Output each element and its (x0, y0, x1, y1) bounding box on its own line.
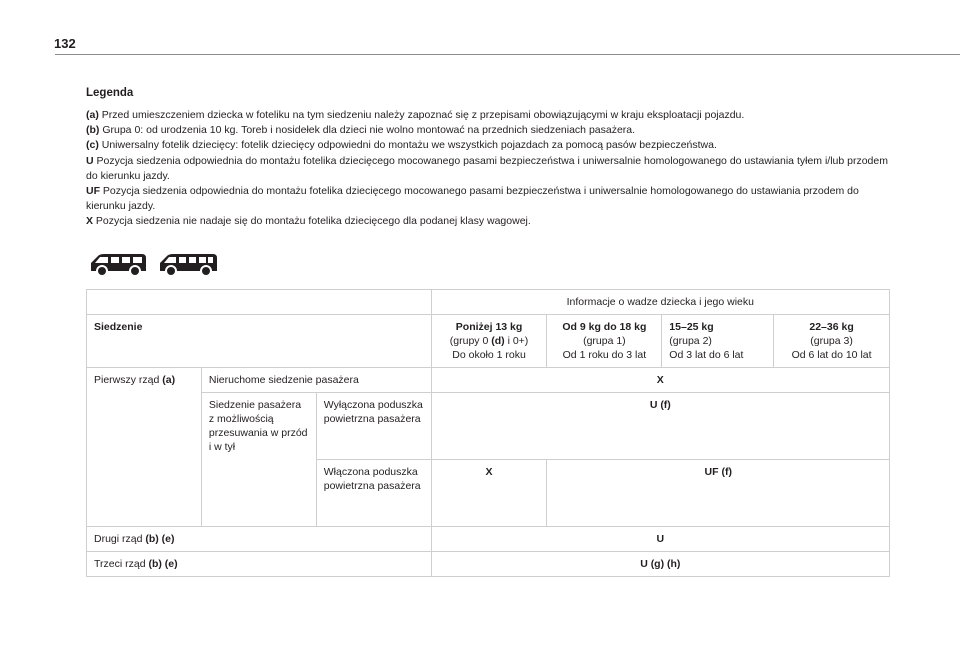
weight-col-1: Poniżej 13 kg (grupy 0 (d) i 0+) Do około 1 roku (431, 315, 547, 368)
legend-item-a: (a) Przed umieszczeniem dziecka w foteliku na tym siedzeniu należy zapoznać się z przepisami obowiązującymi w kraju eksploatacji pojazdu. (86, 109, 745, 121)
first-row-label: Pierwszy rząd (a) (87, 368, 202, 527)
table-row (87, 552, 890, 577)
table-row (87, 368, 890, 393)
airbag-off-value: U (f) (431, 393, 889, 460)
movable-seat-label: Siedzenie pasażera z możliwością przesuwania w przód i w tył (201, 393, 316, 527)
legend-item-b: (b) Grupa 0: od urodzenia 10 kg. Toreb i nosidełek dla dzieci nie wolno montować na przednich siedzeniach pasażera. (86, 124, 636, 137)
table-row (87, 527, 890, 552)
second-row-label: Drugi rząd (b) (e) (87, 527, 432, 552)
second-row-value: U (431, 527, 889, 552)
legend-item-c: (c) Uniwersalny fotelik dziecięcy: fotelik dziecięcy odpowiedni do montażu we wszystkich pojazdach za pomocą pasów bezpieczeństwa. (86, 139, 717, 152)
legend-item-u: U Pozycja siedzenia odpowiednia do montażu fotelika dziecięcego mocowanego pasami bezpieczeństwa i uniwersalnie homologowanego do ustawiania tyłem i/lub przodem do kierunku jazdy. (86, 154, 888, 182)
legend (86, 108, 896, 230)
page-number: 132 (54, 36, 76, 51)
vehicle-icons (88, 250, 224, 283)
fixed-seat-label: Nieruchome siedzenie pasażera (201, 368, 431, 393)
airbag-on-label: Włączona poduszka powietrzna pasażera (316, 460, 431, 527)
legend-title: Legenda (86, 87, 134, 99)
legend-item-x: X Pozycja siedzenia nie nadaje się do montażu fotelika dziecięcego dla podanej klasy wagowej. (86, 215, 531, 228)
info-header: Informacje o wadze dziecka i jego wieku (431, 290, 889, 315)
airbag-off-label: Wyłączona poduszka powietrzna pasażera (316, 393, 431, 460)
table-header-info-row (87, 290, 890, 315)
weight-col-2: Od 9 kg do 18 kg (grupa 1) Od 1 roku do 3 lat (547, 315, 662, 368)
third-row-label: Trzeci rząd (b) (e) (87, 552, 432, 577)
weight-col-3: 15–25 kg (grupa 2) Od 3 lat do 6 lat (662, 315, 774, 368)
van-long-icon (158, 250, 218, 278)
third-row-value: U (g) (h) (431, 552, 889, 577)
header-rule (55, 54, 960, 55)
fixed-seat-value: X (431, 368, 889, 393)
legend-item-uf: UF Pozycja siedzenia odpowiednia do montażu fotelika dziecięcego mocowanego pasami bezpieczeństwa i uniwersalnie homologowanego do ustawiania przodem do kierunku jazdy. (86, 185, 859, 213)
table-row (87, 393, 890, 460)
weight-col-4: 22–36 kg (grupa 3) Od 6 lat do 10 lat (774, 315, 890, 368)
seat-header: Siedzenie (87, 315, 432, 368)
airbag-on-value-other: UF (f) (547, 460, 890, 527)
van-short-icon (88, 250, 148, 278)
child-seat-table (86, 289, 890, 577)
airbag-on-value-group0: X (431, 460, 547, 527)
table-header-row (87, 315, 890, 368)
